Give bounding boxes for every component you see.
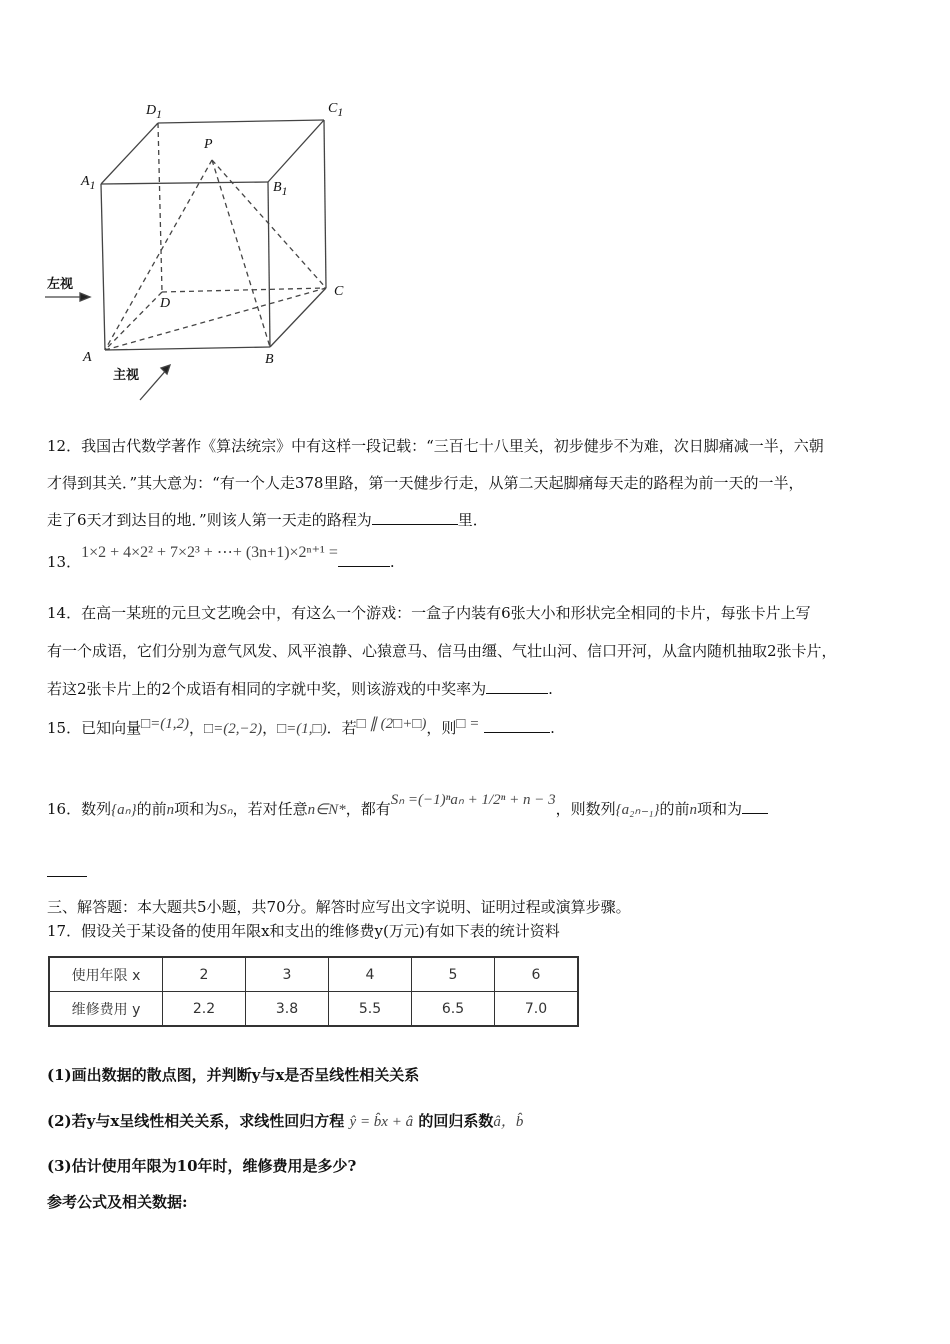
- q13: 13．1×2 + 4×2² + 7×2³ + ⋯+ (3n+1)×2ⁿ⁺¹ =.: [47, 544, 395, 571]
- q17-reference: 参考公式及相关数据:: [47, 1193, 188, 1211]
- section3-heading: 三、解答题：本大题共5小题，共70分。解答时应写出文字说明、证明过程或演算步骤。: [47, 898, 631, 916]
- table-row: 使用年限 x 2 3 4 5 6: [49, 957, 578, 992]
- label-d: D: [160, 296, 171, 311]
- label-a: A: [83, 350, 92, 365]
- hidden-edges: [105, 123, 326, 350]
- q17-data-table: [48, 956, 579, 1027]
- label-c: C: [334, 284, 344, 299]
- cube-pyramid-figure: [0, 0, 950, 420]
- q12-line1: 12．我国古代数学著作《算法统宗》中有这样一段记载：“三百七十八里关，初步健步不为难，次日脚痛减一半，六朝: [47, 437, 824, 455]
- q12-line2: 才得到其关．”其大意为：“有一个人走378里路，第一天健步行走，从第二天起脚痛每天走的路程为前一天的一半，: [47, 474, 804, 492]
- q12-line3: 走了6天才到达目的地．”则该人第一天走的路程为 里．: [47, 511, 488, 529]
- q16: 16．数列{aₙ}的前n项和为Sₙ，若对任意n∈N*，都有Sₙ =(−1)ⁿaₙ + 1/2ⁿ + n − 3，则数列{a₂ₙ₋₁}的前n项和为: [47, 799, 768, 820]
- label-a1: $A_1$: [81, 174, 96, 192]
- q16-answer-blank: [47, 876, 87, 877]
- label-b1: $B_1$: [273, 180, 288, 198]
- front-view-label: 主视: [113, 368, 140, 383]
- q14-line2: 有一个成语，它们分别为意气风发、风平浪静、心猿意马、信马由缰、气壮山河、信口开河，从盒内随机抽取2张卡片，: [47, 642, 837, 660]
- q15: 15．已知向量□=(1,2)，□=(2,−2)，□=(1,□)．若□ ∥ (2□+□)，则□ = .: [47, 716, 555, 737]
- q17-part1: (1)画出数据的散点图，并判断y与x是否呈线性相关关系: [47, 1066, 420, 1084]
- label-p: P: [204, 137, 213, 152]
- label-b: B: [265, 352, 274, 367]
- q17-intro: 17．假设关于某设备的使用年限x和支出的维修费y(万元)有如下表的统计资料: [47, 922, 560, 940]
- cube-solid-edges: [101, 120, 326, 350]
- q14-line1: 14．在高一某班的元旦文艺晚会中，有这么一个游戏：一盒子内装有6张大小和形状完全相同的卡片，每张卡片上写: [47, 604, 811, 622]
- q17-part3: (3)估计使用年限为10年时，维修费用是多少?: [47, 1157, 357, 1175]
- front-view-arrow: [140, 368, 168, 400]
- table-row: 维修费用 y 2.2 3.8 5.5 6.5 7.0: [49, 992, 578, 1027]
- q17-part2: (2)若y与x呈线性相关关系，求线性回归方程 ŷ = b̂x + â 的回归系数â，b̂: [47, 1112, 524, 1130]
- left-view-label: 左视: [47, 277, 74, 292]
- label-c1: $C_1$: [328, 101, 344, 119]
- q14-line3: 若这2张卡片上的2个成语有相同的字就中奖，则该游戏的中奖率为 .: [47, 680, 553, 698]
- label-d1: $D_1$: [146, 103, 162, 121]
